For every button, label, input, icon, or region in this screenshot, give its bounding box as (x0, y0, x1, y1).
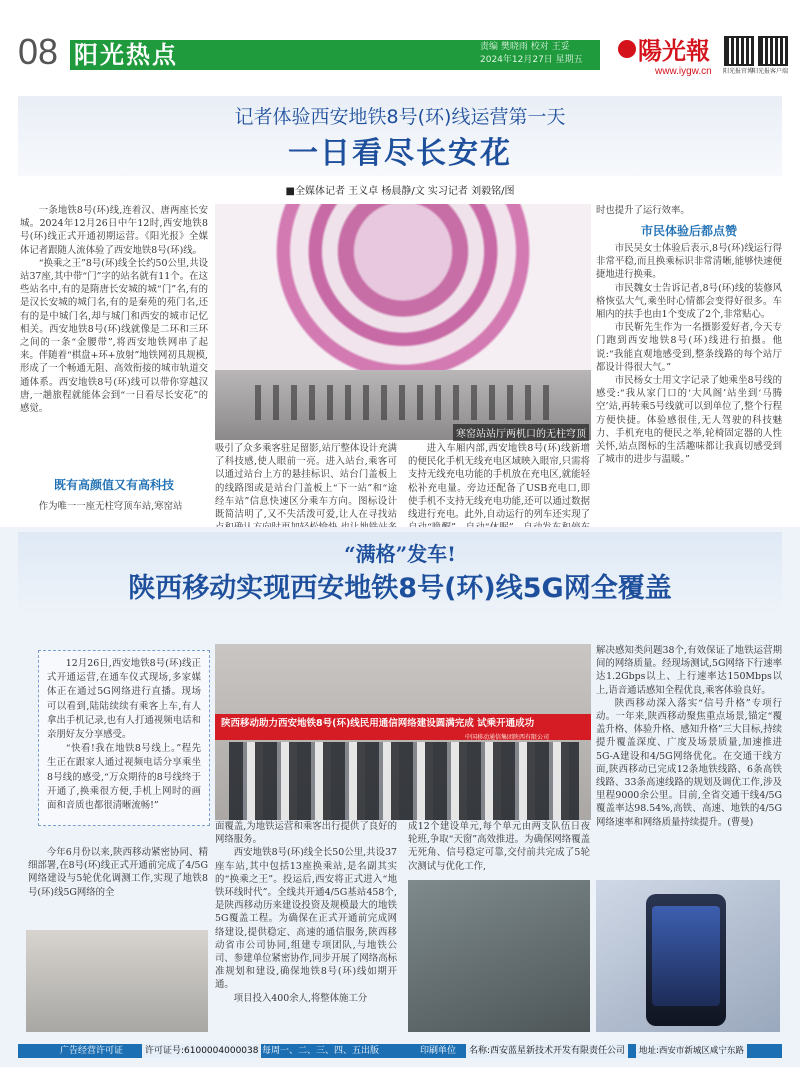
editors: 责编 樊晓雨 校对 王妥 (480, 42, 570, 52)
hanyao-station-photo (215, 204, 591, 440)
paragraph: 市民靳先生作为一名摄影爱好者,今天专门跑到西安地铁8号(环)线进行拍摄。他说:“我能直观地感受到,整条线路的每个站厅都设计得很大气。” (596, 322, 782, 373)
paragraph: 成12个建设单元,每个单元由两支队伍日夜轮班,争取“天窗”高效推进。为确保网络覆盖无死角、信号稳定可靠,交付前共完成了5轮次测试与优化工作, (408, 821, 590, 872)
story1-subhead1: 既有高颜值又有高科技 (53, 478, 174, 492)
qr-left-label: 阳光报官博 (722, 68, 753, 75)
paragraph: 一条地铁8号(环)线,连着汉、唐两座长安城。2024年12月26日中午12时,西安地铁8号(环)线正式开通初期运营。《阳光报》全媒体记者跟随人流体验了西安地铁8号(环)线。 (20, 205, 208, 256)
banner-subtext: 中国移动通信集团陕西有限公司 (465, 734, 550, 741)
ceremony-photo (215, 644, 591, 820)
qr-right-label: 阳光报客户端 (751, 68, 788, 75)
photo1-caption: 寒窑站站厅两机口的无柱穹顶 (453, 424, 589, 441)
phone-speedtest-photo (596, 880, 780, 1032)
paragraph: 市民杨女士用文字记录了她乘坐8号线的感受:“我从家门口的‘大风阁’站坐到‘马腾空’站,再转乘5号线就可以到单位了,整个行程方便快捷。体验感很佳,无人驾驶的科技魅力、手机充电的便民之举,轮椅固定器的人性关怀,站点图标的生活趣味都让我真切感受到了城市的进步与温暖。” (596, 375, 782, 466)
footer-printer-name: 名称:西安蓝星新技术开发有限责任公司 (466, 1044, 628, 1058)
paragraph: 进入车厢内部,西安地铁8号(环)线新增的便民化手机无线充电区域映入眼帘,只需将支持无线充电功能的手机放在充电区,就能轻松补充电量。旁边还配备了USB充电口,即使手机不支持无线充电功能,还可以通过数据线进行充电。此外,自动运行的列车还实现了 (408, 443, 590, 521)
paragraph: 陕西移动深入落实“信号升格”专项行动。一年来,陕西移动聚焦重点场景,锚定“覆盖升格、体验升格、感知升格”三大目标,持续提升覆盖深度、广度及场景质量,加速推进5G-A建设和4/5G网络优化。在交通干线方面,陕西移动已完成12条地铁线路、6条高铁线路、33条高速线路的规划及调优工作,涉及里程9000余公里。目前,全省交通干线4/5G覆盖率达98.54%,高铁、高速、地铁的4/5G网络速率和网络质量持续提升。(曹曼) (596, 697, 782, 828)
paragraph: “快看!我在地铁8号线上。”程先生正在跟家人通过视频电话分享乘坐8号线的感受,“万众期待的8号线终于开通了,换乘很方便,手机上网时的画面和音质也都很清晰流畅!” (47, 743, 201, 812)
qr-right[interactable] (751, 36, 790, 75)
sun-logo-icon (618, 40, 636, 58)
paragraph: 面覆盖,为地铁运营和乘客出行提供了良好的网络服务。 (215, 821, 397, 846)
story2-lead (47, 657, 201, 813)
paragraph: 市民吴女士体验后表示,8号(环)线运行得非常平稳,而且换乘标识非常清晰,能够快速便捷地进行换乘。 (596, 243, 782, 281)
paragraph: 市民魏女士告诉记者,8号(环)线的装修风格恢弘大气,乘坐时心情都会变得好很多。车厢内的扶手也由1个变成了2个,非常贴心。 (596, 282, 782, 321)
story2-col2 (215, 820, 397, 1005)
qr-code-icon (758, 36, 788, 66)
paragraph: 12月26日,西安地铁8号(环)线正式开通运营,在通车仪式现场,多家媒体正在通过5G网络进行直播。现场可以看到,陆陆续续有乘客上车,有人拿出手机记录,也有人打通视频电话和亲朋好友分享感受。 (47, 658, 201, 741)
footer-license-no: 许可证号:6100004000038 (142, 1044, 261, 1058)
photo-people (255, 385, 555, 420)
story2-kicker: “满格”发车! (344, 542, 456, 566)
story1-subhead2: 市民体验后都点赞 (640, 224, 737, 238)
train-platform-photo (26, 930, 208, 1032)
header-meta (480, 41, 583, 67)
qr-code-icon (724, 36, 754, 66)
tunnel-workers-photo (408, 880, 590, 1032)
story2-title: 陕西移动实现西安地铁8号(环)线5G网全覆盖 (128, 573, 672, 604)
story2-col1 (28, 846, 208, 899)
footer-address: 地址:西安市新城区咸宁东路 (636, 1044, 747, 1058)
story1-byline: ■全媒体记者 王义卓 杨晨静/文 实习记者 刘毅铭/图 (285, 186, 515, 197)
site-url[interactable]: www.iygw.cn (655, 66, 712, 77)
crowd (229, 742, 579, 820)
paragraph: 吸引了众多乘客驻足留影,站厅整体设计充满了科技感,使人眼前一亮。进入站台,乘客可以通过站台上方的悬挂标识、站台门盖板上的线路图或是站台门盖板上“下一站”和“途经车站”信息快速区分乘车方向。图标设计既简洁明了,又不失活泼可爱,让人在寻找站 (215, 443, 397, 521)
section-title: 阳光热点 (74, 41, 178, 69)
issue-date: 2024年12月27日 星期五 (480, 55, 583, 65)
footer-frequency: 每周一、二、三、四、五出版 (262, 1046, 380, 1056)
story2-col3 (408, 820, 590, 873)
story1-kicker: 记者体验西安地铁8号(环)线运营第一天 (234, 106, 566, 128)
page-number: 08 (18, 31, 59, 72)
story1-col1 (20, 204, 208, 415)
story2-lead-box (38, 650, 210, 826)
footer-license-label: 广告经营许可证 (60, 1046, 124, 1056)
paragraph: 西安地铁8号(环)线全长50公里,共设37座车站,其中包括13座换乘站,是名副其实的“换乘之王”。投运后,西安将正式进入“地铁环线时代”。全线共开通4/5G基站458个,是陕西移动历来建设投资及规模最大的地铁5G覆盖工程。为确保在正式开通前完成网络建设,提供稳定、高速的通信服务,陕西移动省市公司协同,组建专项团队,与地铁公司、参建单位紧密协作,同步开展了网络高标准规划和建设,确保地铁8号(环)线如期开通。 (215, 847, 397, 991)
phone-screen (652, 906, 720, 1006)
paragraph: 项目投入400余人,将整体施工分 (233, 992, 368, 1004)
paragraph: 解决感知类问题38个,有效保证了地铁运营期间的网络质量。经现场测试,5G网络下行速率达1.2Gbps以上、上行速率达150Mbps以上,语音通话感知全程优良,乘客体验良好。 (596, 645, 782, 696)
paragraph: 时也提升了运行效率。 (596, 205, 690, 216)
paragraph: 作为唯一一座无柱穹顶车站,寒窑站 (38, 501, 183, 512)
newspaper-logo: 陽光報 (638, 36, 710, 65)
story1-col1-tail (20, 500, 208, 513)
story1-title: 一日看尽长安花 (288, 136, 512, 171)
story1-col4 (596, 204, 782, 217)
paragraph: “换乘之王”8号(环)线全长约50公里,共设站37座,其中带“门”字的站名就有11个。在这些站名中,有的是隋唐长安城的城“门”名,有的是汉长安城的城门名,有的是秦苑的苑门名,还有的是中城门名,却与城门和西安的城市记忆相关。西安地铁8号(环)线就像是二环和三环之间的一条“金腰带”,将西安地铁网串了起来。伴随着“棋盘+环+放射”地铁网初具规模,形成了一个畅通无阻、高效衔接的城市轨道交通体系。西安地铁8号(环)线可以带你穿越汉唐,一趟旅程就能体会到“一日看尽长安花”的感觉。 (20, 257, 208, 415)
banner-text: 陕西移动助力西安地铁8号(环)线民用通信网络建设圆满完成 试乘开通成功 (221, 718, 535, 729)
footer-printer-label: 印刷单位 (420, 1046, 457, 1056)
phone-icon (646, 894, 726, 1026)
story1-col4-body (596, 242, 782, 466)
story2-col4 (596, 644, 782, 829)
paragraph: 今年6月份以来,陕西移动紧密协同、精细部署,在8号(环)线正式开通前完成了4/5G网络建设与5轮优化调测工作,实现了地铁8号(环)线5G网络的全 (28, 847, 208, 898)
